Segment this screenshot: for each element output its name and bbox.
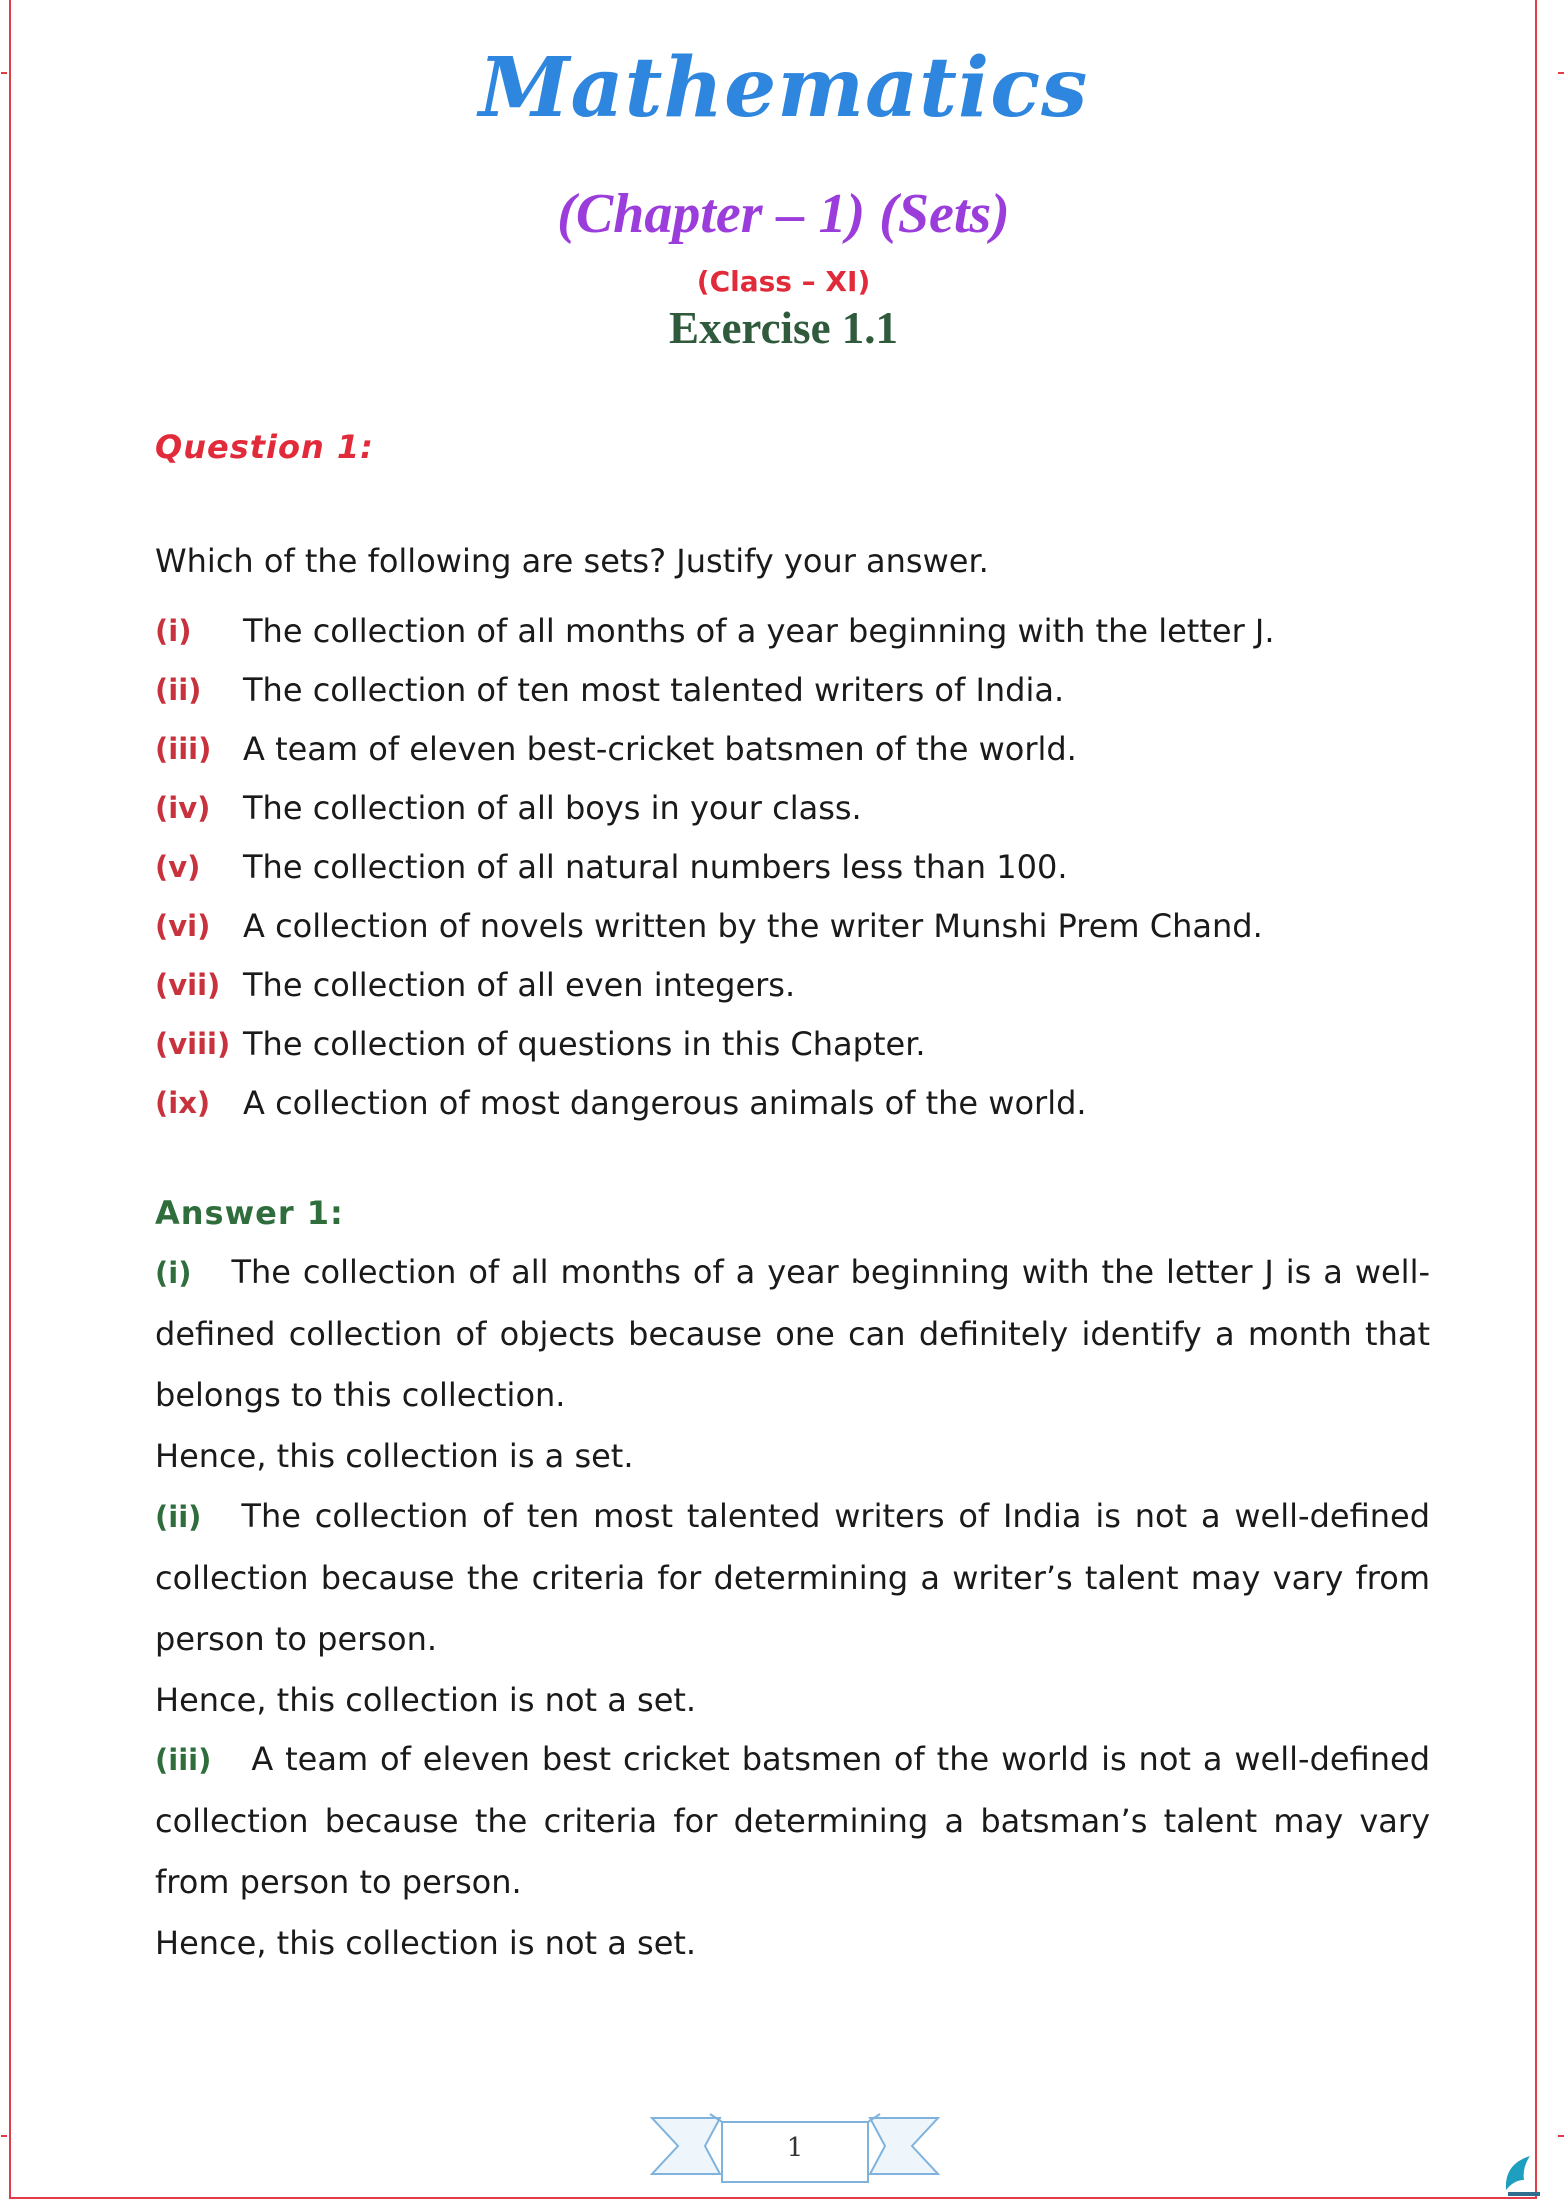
item-text: The collection of all natural numbers less than 100.	[243, 847, 1068, 886]
item-text: The collection of all even integers.	[243, 965, 796, 1004]
answer-conclusion: Hence, this collection is not a set.	[155, 1681, 697, 1719]
item-text: A collection of most dangerous animals of the world.	[243, 1083, 1087, 1122]
answer-heading: Answer 1:	[155, 1194, 344, 1232]
question-item	[155, 896, 1275, 955]
item-number: (i)	[155, 613, 192, 648]
item-number: (ix)	[155, 1085, 211, 1120]
class-label: (Class – XI)	[696, 265, 871, 298]
item-text: A collection of novels written by the writer Munshi Prem Chand.	[243, 906, 1263, 945]
answer-number: (i)	[155, 1256, 192, 1290]
answer-part	[155, 1242, 1430, 1487]
answer-number: (iii)	[155, 1743, 212, 1777]
answer-part	[155, 1486, 1430, 1731]
answer-text: The collection of ten most talented writers of India is not a well-defined collection because the criteria for determining a writer’s talent may vary from person to person.	[155, 1497, 1430, 1658]
answer-paragraph	[155, 1486, 1430, 1670]
item-number: (vii)	[155, 967, 221, 1002]
answer-conclusion: Hence, this collection is not a set.	[155, 1924, 697, 1962]
item-number: (vi)	[155, 908, 211, 943]
item-number: (viii)	[155, 1026, 231, 1061]
item-text: The collection of all months of a year beginning with the letter J.	[243, 611, 1275, 650]
item-number: (iii)	[155, 731, 212, 766]
question-item	[155, 601, 1275, 660]
answer-paragraph	[155, 1242, 1430, 1426]
page-number: 1	[786, 2133, 804, 2163]
item-text: The collection of ten most talented writers of India.	[243, 670, 1065, 709]
item-number: (ii)	[155, 672, 202, 707]
item-number: (v)	[155, 849, 201, 884]
margin-tick-bottom-left	[1, 2135, 7, 2137]
question-heading: Question 1:	[155, 428, 374, 466]
question-item	[155, 837, 1275, 896]
question-item	[155, 1073, 1275, 1132]
answer-paragraph	[155, 1729, 1430, 1913]
publisher-logo-icon	[1500, 2150, 1544, 2198]
margin-tick-bottom-right	[1558, 2135, 1564, 2137]
item-number: (iv)	[155, 790, 211, 825]
answer-part	[155, 1729, 1430, 1974]
question-item	[155, 955, 1275, 1014]
question-item	[155, 660, 1275, 719]
item-text: A team of eleven best-cricket batsmen of the world.	[243, 729, 1077, 768]
question-item	[155, 719, 1275, 778]
answer-text: The collection of all months of a year beginning with the letter J is a well-defined collection of objects because one can definitely identify a month that belongs to this collection.	[155, 1253, 1430, 1414]
question-item	[155, 1014, 1275, 1073]
exercise-heading: Exercise 1.1	[668, 303, 899, 353]
answer-conclusion: Hence, this collection is a set.	[155, 1437, 634, 1475]
question-intro: Which of the following are sets? Justify your answer.	[155, 542, 989, 580]
answer-text: A team of eleven best cricket batsmen of the world is not a well-defined collection because the criteria for determining a batsman’s talent may vary from person to person.	[155, 1740, 1430, 1901]
item-text: The collection of all boys in your class.	[243, 788, 862, 827]
question-item	[155, 778, 1275, 837]
question-list	[155, 601, 1275, 1132]
answer-number: (ii)	[155, 1500, 202, 1534]
chapter-heading: (Chapter – 1) (Sets)	[557, 183, 1010, 245]
item-text: The collection of questions in this Chapter.	[243, 1024, 926, 1063]
page-footer	[650, 2108, 940, 2188]
page-title: Mathematics	[478, 40, 1089, 136]
